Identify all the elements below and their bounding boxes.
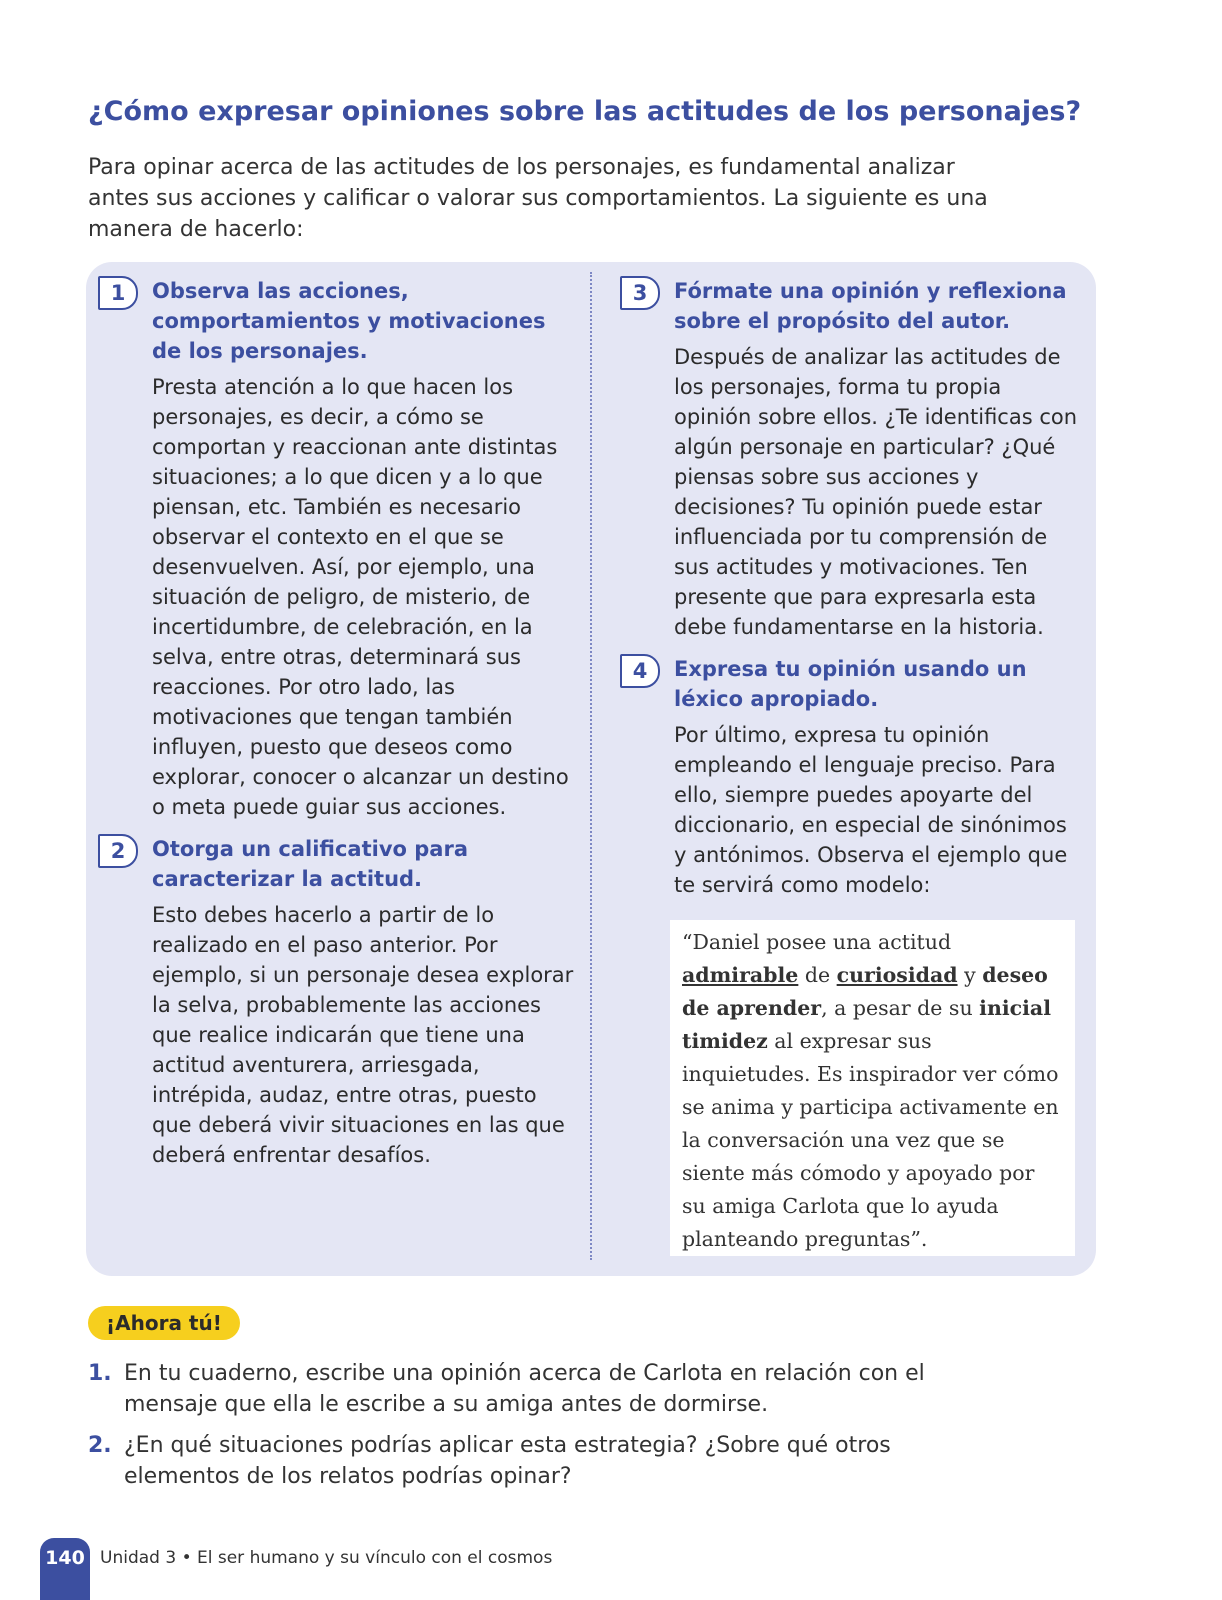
step-number-badge: 1 (98, 276, 138, 310)
quote-keyword: curiosidad (836, 963, 958, 987)
step-number-badge: 2 (98, 834, 138, 868)
ahora-tu-badge: ¡Ahora tú! (88, 1306, 240, 1340)
quote-text: “Daniel posee una actitud (682, 930, 952, 954)
step-title: Otorga un calificativo para caracterizar la actitud. (152, 837, 468, 891)
activity-list (88, 1358, 948, 1502)
example-quote (670, 920, 1075, 1256)
step-body: Después de analizar las actitudes de los personajes, forma tu propia opinión sobre ellos. ¿Te identificas con algún personaje en particular? ¿Qué piensas sobre sus acciones y decisiones? Tu opinión puede estar influenciada por tu comprensión de sus actitudes y motivaciones. Ten presente que para expresarla esta debe fundamentarse en la historia. (674, 345, 1078, 639)
step-1 (98, 276, 578, 822)
activity-number: 2. (88, 1433, 112, 1458)
activity-number: 1. (88, 1361, 112, 1386)
quote-text: y (957, 963, 983, 987)
step-body: Presta atención a lo que hacen los personajes, es decir, a cómo se comportan y reaccionan ante distintas situaciones; a lo que dicen y a lo que piensan, etc. También es necesario observar el contexto en el que se desenvuelven. Así, por ejemplo, una situación de peligro, de misterio, de incertidumbre, de celebración, en la selva, entre otras, determinará sus reacciones. Por otro lado, las motivaciones que tengan también influyen, puesto que deseos como explorar, conocer o alcanzar un destino o meta puede guiar sus acciones. (152, 375, 569, 819)
activity-item (88, 1358, 948, 1420)
step-title: Expresa tu opinión usando un léxico apropiado. (674, 657, 1027, 711)
column-divider (590, 272, 592, 1260)
step-body: Por último, expresa tu opinión empleando el lenguaje preciso. Para ello, siempre puedes apoyarte del diccionario, en especial de sinónimos y antónimos. Observa el ejemplo que te servirá como modelo: (674, 723, 1068, 897)
step-number-badge: 4 (620, 654, 660, 688)
step-4 (620, 654, 1080, 900)
page-title: ¿Cómo expresar opiniones sobre las actitudes de los personajes? (88, 96, 1082, 127)
quote-text: al expresar sus inquietudes. Es inspirador ver cómo se anima y participa activamente en la conversación una vez que se siente más cómodo y apoyado por su amiga Carlota que lo ayuda planteando preguntas”. (682, 1029, 1059, 1251)
step-title: Fórmate una opinión y reflexiona sobre el propósito del autor. (674, 279, 1067, 333)
quote-keyword: deseo de aprender (682, 963, 1048, 1020)
activity-item (88, 1430, 948, 1492)
step-number-badge: 3 (620, 276, 660, 310)
quote-keyword: admirable (682, 963, 799, 987)
step-title: Observa las acciones, comportamientos y motivaciones de los personajes. (152, 279, 546, 363)
step-2 (98, 834, 578, 1170)
page-number: 140 (45, 1547, 85, 1569)
quote-text: de (798, 963, 837, 987)
activity-text: ¿En qué situaciones podrías aplicar esta estrategia? ¿Sobre qué otros elementos de los relatos podrías opinar? (124, 1433, 891, 1489)
intro-paragraph: Para opinar acerca de las actitudes de los personajes, es fundamental analizar antes sus acciones y calificar o valorar sus comportamientos. La siguiente es una manera de hacerlo: (88, 155, 988, 242)
quote-keyword: inicial timidez (682, 996, 1051, 1053)
activity-text: En tu cuaderno, escribe una opinión acerca de Carlota en relación con el mensaje que ella le escribe a su amiga antes de dormirse. (124, 1361, 925, 1417)
quote-text: , a pesar de su (821, 996, 980, 1020)
step-3 (620, 276, 1080, 642)
step-body: Esto debes hacerlo a partir de lo realizado en el paso anterior. Por ejemplo, si un personaje desea explorar la selva, probablemente las acciones que realice indicarán que tiene una actitud aventurera, arriesgada, intrépida, audaz, entre otras, puesto que deberá vivir situaciones en las que deberá enfrentar desafíos. (152, 903, 574, 1167)
unit-footer: Unidad 3 • El ser humano y su vínculo con el cosmos (100, 1548, 553, 1568)
